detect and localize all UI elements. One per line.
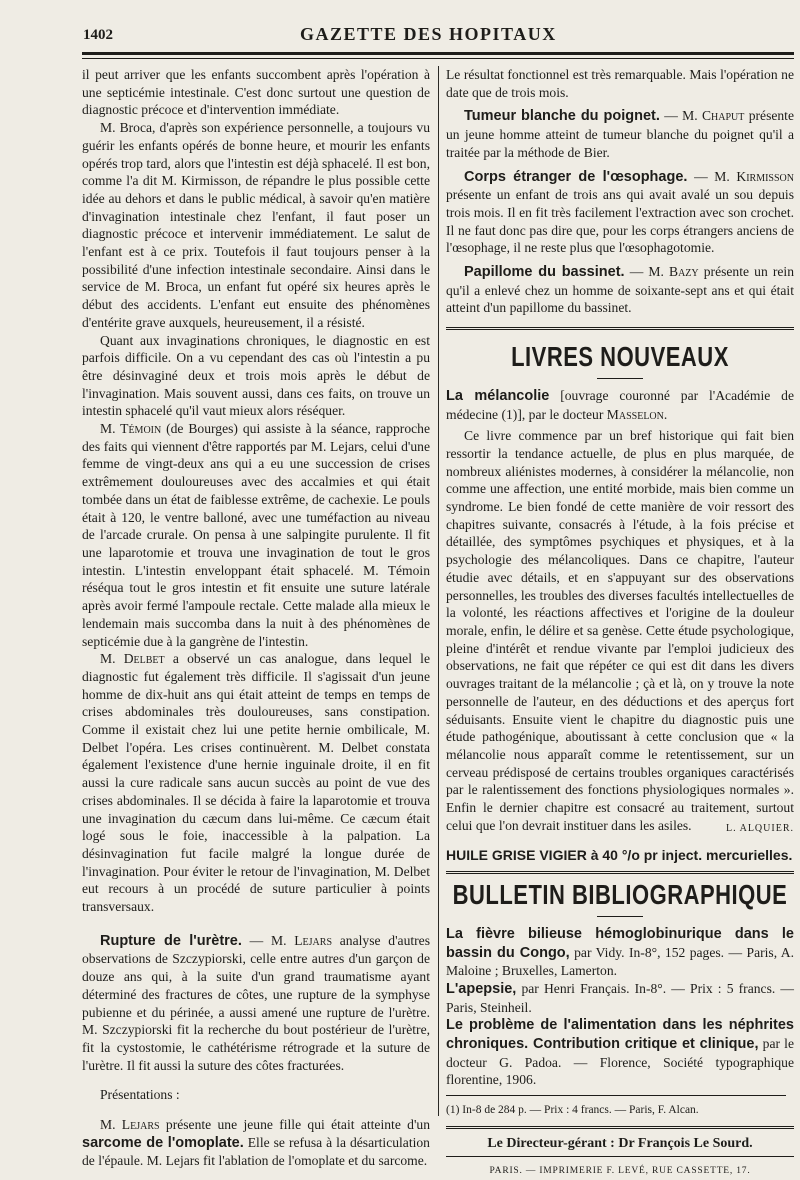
short-rule: [597, 378, 643, 379]
page-number: 1402: [83, 27, 113, 43]
bibliography-item: [446, 1016, 794, 1089]
author-name: — M. Lejars: [249, 932, 333, 948]
bold-term: sarcome de l'omoplate.: [82, 1134, 244, 1151]
section-rule: [446, 327, 794, 330]
paragraph: Corps étranger de l'œsophage. — M. Kirmisson présente un enfant de trois ans qui avait avalé un sou depuis trois mois. Il en fit très facilement l'extraction avec son crochet. Il ne faut donc pas dire que, pour les corps étrangers anciens de l'œsophage, il ne reste plus que l'œsophagotomie.: [446, 168, 795, 256]
header-rule-thin: [82, 58, 794, 59]
paragraph: Papillome du bassinet. — M. Bazy présente un rein qu'il a enlevé chez un homme de soixante-sept ans et qui était atteint d'un papillome du bassinet.: [446, 264, 794, 316]
author-name: M. Delbet: [100, 651, 165, 667]
subheading: Rupture de l'urètre.: [100, 932, 242, 949]
section-heading-bulletin: BULLETIN BIBLIOGRAPHIQUE: [452, 878, 788, 911]
author-name: M. Témoin: [100, 421, 162, 437]
section-heading-livres: LIVRES NOUVEAUX: [511, 340, 729, 373]
bibliography-details: par Henri Français. In-8°. — Prix : 5 francs. — Paris, Steinheil.: [446, 980, 794, 1015]
book-title: La mélancolie: [446, 387, 550, 404]
book-entry: La mélancolie [ouvrage couronné par l'Académie de médecine (1)], par le docteur Masselon.: [446, 387, 794, 422]
author-name: M. Lejars: [100, 1117, 160, 1133]
section-rule: [446, 1126, 794, 1129]
paragraph: Tumeur blanche du poignet. — M. Chaput présente un jeune homme atteint de tumeur blanche du poignet qu'il a traitée par la méthode de Bier.: [446, 108, 794, 160]
author-name: — M. Bazy: [629, 264, 699, 280]
director-line: Le Directeur-gérant : Dr François Le Sourd.: [487, 1135, 753, 1151]
bibliography-title: L'apepsie,: [446, 980, 517, 997]
paragraph: Rupture de l'urètre. — M. Lejars analyse d'autres observations de Szczypiorski, celle entre autres d'un garçon de douze ans qui, à la suite d'un grand traumatisme ayant déterminé des fractures de côtes, une rupture de la symphyse pubienne et du périnée, a aussi amené une rupture de l'urètre. M. Szczypiorski fit la recherche du bout postérieur de l'urètre, fit la cystostomie, le cathétérisme rétrograde et la suture de l'urètre. Il fit aussi la suture des côtes fracturées.: [82, 932, 430, 1073]
section-rule: [446, 871, 794, 874]
author-name: — M. Kirmisson: [694, 168, 795, 184]
paragraph: Le résultat fonctionnel est très remarquable. Mais l'opération ne date que de trois mois.: [446, 67, 794, 100]
author-name: — M. Chaput: [664, 108, 745, 124]
printer-line: PARIS. — IMPRIMERIE F. LEVÉ, RUE CASSETTE, 17.: [489, 1165, 751, 1176]
paragraph: M. Broca, d'après son expérience personnelle, a toujours vu guérir les enfants opérés de bonne heure, et mourir les enfants opérés trop tard, alors que l'intestin est déjà sphacelé. Il est bon, comme l'a dit M. Kirmisson, de répandre le plus possible cette idée au dehors et dans le public médical, à savoir qu'en matière d'invagination intestinale chez l'enfant, il faut poser un diagnostic précoce et intervenir immédiatement. Le salut de l'enfant est à ce prix. Toutefois il faut toujours penser à la possibilité d'une infection intestinale secondaire. Ainsi dans le service de M. Broca, un enfant fut opéré six heures après le début des accidents. L'enfant eut ensuite des phénomènes d'entérite grave auxquels, heureusement, il a résisté.: [82, 120, 430, 330]
right-column: [446, 66, 794, 1180]
subheading: Papillome du bassinet.: [464, 264, 625, 281]
review-signature: L. ALQUIER.: [726, 822, 794, 834]
bibliography-title: Le problème de l'alimentation dans les néphrites chroniques. Contribution critique et clinique,: [446, 1017, 794, 1053]
paragraph: M. Lejars présente une jeune fille qui était atteinte d'un sarcome de l'omoplate. Elle se refusa à la désarticulation de l'épaule. M. Lejars fit l'ablation de l'omoplate et du sarcome.: [82, 1117, 431, 1169]
subheading: Tumeur blanche du poignet.: [464, 108, 660, 125]
header-rule-thick: [82, 52, 794, 55]
review-text: Ce livre commence par un bref historique qui fait bien ressortir la tendance actuelle, de plus en plus marquée, de nombreux aliénistes modernes, à considérer la mélancolie, non comme une affection, une entité morbide, mais bien comme un syndrome. Le bien fondé de cette manière de voir ressort des chapitres suivante, consacrés à l'étude, à la fois précise et détaillée, des symptômes psychiques et physiques, et à la psychologie des mélancoliques. Dans ce chapitre, l'auteur étudie avec détails, et en s'appuyant sur des observations personnelles, les troubles des diverses facultés intellectuelles de la volonté, les réactions affectives et l'origine de la douleur morale, enfin, le délire et sa genèse. Cette étude psychologique, pleine d'intérêt et rendue vivante par l'emploi judicieux des observations, ne fait que répéter ce qui est dit dans les divers ouvrages traitant de la mélancolie ; çà et là, on y trouve la note personnelle de l'auteur, en des déductions et des aperçus fort séduisants. Ensuite vient le chapitre du diagnostic puis une étude pathogénique, aboutissant à cette conclusion que « la mélancolie nous apparaît comme le retentissement, sur un cerveau prédisposé de certains troubles organiques caractérisés par le ralentissement des fonctions physiologiques normales ». Enfin le dernier chapitre est consacré au traitement, surtout celui que l'on devrait instituer dans les asiles. L. ALQUIER.: [446, 427, 794, 834]
advertisement: HUILE GRISE VIGIER à 40 °/o pr inject. mercurielles.: [446, 847, 793, 864]
book-author: Masselon.: [606, 406, 668, 422]
subheading: Corps étranger de l'œsophage.: [464, 168, 688, 185]
bibliography-item: [446, 980, 794, 1016]
bibliography-details: par le docteur G. Padoa. — Florence, Société typographique florentine, 1906.: [446, 1036, 794, 1088]
left-column: [82, 66, 430, 1170]
paragraph: Quant aux invaginations chroniques, le diagnostic en est parfois difficile. On a vu cependant des cas où l'intestin a pu être désinvaginé deux et trois mois après le début de l'invagination. Mais souvent aussi, dans ces faits, on trouve un intestin sphacelé qu'il vaut mieux alors réséquer.: [82, 332, 430, 419]
column-divider: [438, 66, 439, 1116]
director-rule: [446, 1156, 794, 1157]
bibliography-title: La fièvre bilieuse hémoglobinurique dans le bassin du Congo,: [446, 925, 794, 961]
paragraph: M. Delbet a observé un cas analogue, dans lequel le diagnostic fut également très difficile. Il s'agissait d'un jeune homme de dix-huit ans qui était atteint de temps en temps de crises abdominales très douloureuses, sans constipation. Comme il existait chez lui une petite hernie ombilicale, M. Delbet l'opéra. Les crises continuèrent. M. Delbet constata également l'existence d'une hernie inguinale droite, il en fit aussi la cure radicale sans aucun succès au point de vue des crises abdominales. Il se décida à faire la laparotomie et trouva une invagination du cæcum dans lui-même. Ce cæcum était logé sous le foie, inaccessible à la palpation. La désinvagination fut facile malgré la longue durée de l'invagination. Pour éviter le retour de l'invagination, M. Delbet eut recours à un procédé de suture particulier à points transversaux.: [82, 651, 430, 915]
footnote-rule: [446, 1095, 786, 1096]
paragraph: il peut arriver que les enfants succombent après l'opération à une septicémie intestinale. C'est donc surtout une question de diagnostic précoce et d'intervention immédiate.: [82, 67, 430, 118]
bibliography-item: [446, 925, 794, 980]
footnote: (1) In-8 de 284 p. — Prix : 4 francs. — Paris, F. Alcan.: [446, 1104, 699, 1117]
journal-title: GAZETTE DES HOPITAUX: [300, 24, 557, 44]
bibliography-details: par Vidy. In-8°, 152 pages. — Paris, A. Maloine ; Bruxelles, Lamerton.: [446, 944, 794, 979]
bibliography-list: [446, 925, 794, 1089]
short-rule: [597, 916, 643, 917]
paragraph: M. Témoin (de Bourges) qui assiste à la séance, rapproche des faits qui viennent d'être rapportés par M. Lejars, celui d'une femme de vingt-deux ans qui a eu une succession de crises extrêmement douloureuses avec des accalmies et qui était tombée dans un état de faiblesse extrême, de cachexie. Le pouls était à 120, le ventre balloné, avec une tuméfaction au niveau de l'arcade crurale. On pensa à une salpingite purulente. Il fit une laparotomie et trouva une invagination de tout le gros intestin. L'intestin enveloppant était sphacelé. M. Témoin réséqua tout le gros intestin et fit ensuite une suture latérale après avoir fermé l'ampoule rectale. Cette malade alla mieux le lendemain mais succomba dans la nuit à des phénomènes de septicémie due à la gangrène de l'intestin.: [82, 421, 430, 649]
subheading-presentations: Présentations :: [100, 1087, 180, 1103]
